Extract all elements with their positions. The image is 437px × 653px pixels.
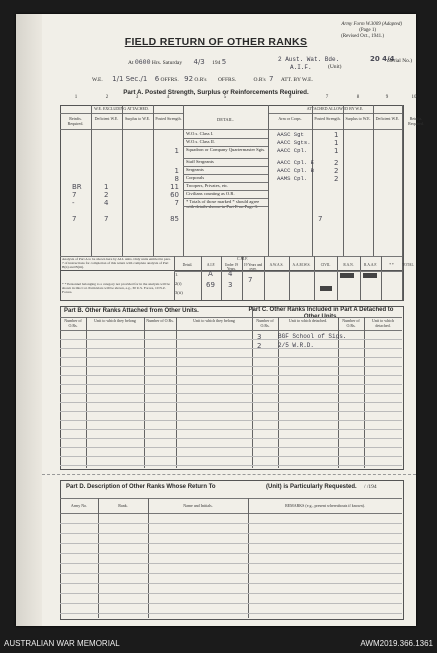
left-column-heading: Deficient W.E. [94,116,119,121]
column-number: 2 [105,95,109,100]
analysis-heading: Detail. [182,263,193,267]
row-rule [60,420,402,421]
ors-value: 92 [184,75,194,83]
form-page [16,14,424,626]
we-line [92,75,412,83]
detail-row-label: Squadron or Company Quartermaster Sgts. [186,147,266,152]
footer-credit: AUSTRALIAN WAR MEMORIAL [4,639,120,648]
rule [60,513,402,514]
detail-row-label: Sergeants [186,167,204,172]
row-rule [60,533,402,534]
date-value: 4/3 [193,58,205,66]
row-rule [183,206,268,207]
column-number: 3 [135,95,139,100]
part-d-divider [248,498,249,618]
unit-name: 2 Aust. Wat. Bde. [278,56,340,63]
over-19-value: 7 [248,276,253,284]
left-column-heading: Surplus to W.E. [124,116,151,121]
at-label: At [128,60,134,66]
form-id: Army Form W.3009 (Adapted) [341,22,402,27]
posted-strength-value: 8 [174,175,179,183]
deficient-value: 4 [104,199,109,207]
part-c-heading: Number of O.Rs. [342,318,360,328]
reinfts-value: 7 [72,191,77,199]
offrs-value: 6 [154,75,160,83]
part-d-heading: Rank. [118,503,128,508]
row-rule [60,411,402,412]
column-divider [268,105,269,256]
detail-row-label: Staff Sergeants [186,159,214,164]
analysis-heading: R.A.A.F. [364,263,377,267]
part-d-title: Part D. Description of Other Ranks Whose Return To [66,484,216,490]
ors-label: O.R's [194,77,207,83]
posted-strength-value: 11 [170,183,179,191]
row-rule [60,593,402,594]
row-rule [60,348,402,349]
row-rule [60,447,402,448]
form-title: FIELD RETURN OF OTHER RANKS [124,36,308,48]
at-line [128,58,226,66]
posted-strength-value: 1 [174,147,179,155]
deficient-value: 1 [104,183,109,191]
posted-strength-value: 60 [170,191,179,199]
column-number: 1 [74,95,78,100]
column-divider [91,105,92,256]
arm-corps-value: AASC Sgt [277,131,304,138]
row-rule [60,366,402,367]
part-b-heading: Unit to which they belong [193,318,235,323]
attached-posted-value: 1 [334,139,339,147]
we-label: W.E. [92,77,103,83]
form-page-number: (Page 1) [359,28,376,33]
analysis-heading: A.A.M.W.S. [292,263,311,267]
row-rule [60,583,402,584]
part-d-date: / /194 [364,484,377,490]
column-divider [402,105,403,256]
reinfts-value: - [72,199,75,207]
analysis-row-label: 3(ii) [175,290,183,295]
part-d-divider [148,498,149,618]
part-d-table [60,480,404,620]
detail-row-label: Civilians counting as O.R. [186,191,235,196]
part-d-divider [98,498,99,618]
row-rule [60,603,402,604]
analysis-heading: * * [389,263,394,267]
right-column-heading: Posted Strength. [314,116,341,121]
obscured-mark [340,273,354,278]
footer-ref: AWM2019.366.1361 [360,639,433,648]
row-rule [60,613,402,614]
column-number: 5 [223,95,227,100]
column-number: 6 [288,95,292,100]
analysis-heading: Under 19 Years. [224,263,239,271]
part-b-heading: Unit to which they belong [94,318,136,323]
deficient-value: 7 [104,215,109,223]
serial-label: Serial No.) [388,58,413,64]
analysis-heading: A.I.F. [206,263,216,267]
rule [60,330,402,331]
arm-corps-value: AACC Cpl. B [277,167,314,174]
rule [60,129,402,130]
column-number: 7 [325,95,329,100]
right-column-heading: Arm or Corps. [278,116,302,121]
part-c-heading: Unit to which detached. [372,318,394,328]
part-d-heading: Army No. [70,503,88,508]
part-d-heading: Name and Initials. [183,503,213,508]
part-c-heading: Unit to which detached. [288,318,328,323]
row-rule [60,357,402,358]
ors2-value: 7 [269,75,274,83]
part-d-heading: REMARKS (e.g., present whereabouts if known). [285,503,365,508]
row-rule [60,553,402,554]
attached-posted-value: 2 [334,175,339,183]
attached-allowed-header: ATTACHED ALLOWED BY W.E. [306,106,364,111]
column-divider [183,105,184,256]
detail-row-label: * Totals of those marked * should agree with details shown in Part E on Page 3. [186,199,260,209]
arm-corps-value: AACC Sgts. [277,139,311,146]
reinfts-value: BR [72,183,82,191]
column-number: 9 [385,95,389,100]
analysis-row-label: 1. [175,272,179,277]
tear-line [42,474,416,475]
att-label: ATT. BY W.E. [280,77,313,83]
part-b-heading: Number of O.Rs. [146,318,174,323]
under-19-value: 3 [228,281,233,289]
cmf-header: C.M.F. [236,256,249,261]
part-c-number: 3 [257,333,262,341]
rule [268,113,402,114]
column-number: 8 [356,95,360,100]
right-column-heading: Deficient W.E. [375,116,400,121]
column-divider [373,105,374,256]
row-rule [60,438,402,439]
we-value: 1/1 Sec./1 [112,75,148,83]
form-revised: (Revised Oct., 1941.) [341,34,384,39]
detail-row-label: W.O.s. Class I. [186,131,214,136]
analysis-heading: CIVIL [320,263,331,267]
left-column-heading: Posted Strength. [155,116,182,121]
part-c-title: Part C. Other Ranks Included in Part A Detached to Other Units. [248,307,394,320]
analysis-heading: 19 Years and over. [243,263,263,271]
analysis-note: Analysis of Part A to be shown here by ALL units. Only units entitled in para. 7 of instructions for completion of this return with complete analysis of Part B(ii) and B(iii). [62,257,171,269]
offrs-label: OFFRS. [160,77,179,83]
posted-strength-value: 85 [170,215,179,223]
we-excluding-header: W.E. EXCLUDING ATTACHED. [94,106,149,111]
column-divider [122,105,123,256]
part-c-unit: 2/5 W.R.D. [278,342,315,349]
column-divider [343,105,344,256]
time-value: 0600 [134,59,151,66]
column-divider [153,105,154,256]
row-rule [60,456,402,457]
row-rule [60,429,402,430]
year-label: 194 [212,60,221,66]
row-rule [60,543,402,544]
hrs-label: Hrs. [151,60,162,66]
ors2-label: O.R's [253,77,266,83]
right-column-heading: Reinfts. Required. [408,116,424,126]
analysis-heading: R.A.N. [343,263,354,267]
posted-strength-value: 7 [174,199,179,207]
row-rule [60,573,402,574]
rule [60,498,402,499]
reinfts-value: 7 [72,215,77,223]
row-rule [60,523,402,524]
analysis-row-label: 2(i) [175,281,182,286]
row-rule [60,563,402,564]
analysis-note-2: * * Personnel belonging to a category not provided for in the analysis will be shown in this Col. Particulars will be shown, e.g., 30 U.S. Forces, 10 N.Z. Forces. [62,282,170,294]
row-rule [60,465,402,466]
detail-row-label: Troopers, Privates, etc. [186,183,229,188]
arm-corps-value: AAMS Cpl. [277,175,308,182]
row-rule [60,375,402,376]
year-digit: 5 [221,58,227,66]
part-b-title: Part B. Other Ranks Attached from Other Units. [64,308,199,314]
analysis-mark: A [208,270,213,278]
detail-row-label: W.O.s. Class II. [186,139,215,144]
column-number: 10 [411,95,417,100]
part-b-heading: Number of O.Rs. [64,318,82,328]
row-rule [60,339,402,340]
detail-row-label: Corporals [186,175,205,180]
offrs2-label: OFFRS. [217,77,237,83]
arm-corps-value: AACC Cpl. E [277,159,314,166]
attached-posted-value: 1 [334,131,339,139]
serial-value: 20 4/4 [370,55,395,63]
row-rule [60,384,402,385]
left-column-heading: Reinfts. Required. [67,116,84,126]
arm-corps-value: AACC Cpl. [277,147,308,154]
aif-value: 69 [206,281,215,289]
day-value: Saturday [162,60,183,66]
row-rule [60,402,402,403]
unit-name-2: A.I.F. [290,64,312,71]
analysis-heading: A.W.A.S. [269,263,284,267]
deficient-value: 2 [104,191,109,199]
column-number: 4 [166,95,170,100]
attached-posted-value: 2 [334,159,339,167]
posted-strength-value: 1 [174,167,179,175]
part-a-title: Part A. Posted Strength, Surplus or Reinforcements Required. [123,89,309,96]
unit-label: (Unit) [328,64,342,70]
part-c-unit: BGF School of Sigs. [278,333,347,340]
attached-posted-value: 7 [318,215,323,223]
attached-posted-value: 2 [334,167,339,175]
obscured-mark [320,286,332,291]
detail-header: DETAIL. [216,117,234,122]
row-rule [60,393,402,394]
part-c-number: 2 [257,342,262,350]
obscured-mark [363,273,377,278]
analysis-heading: TOTAL [402,263,414,267]
right-column-heading: Surplus to W.E. [345,116,371,121]
part-c-heading: Number of O.Rs. [256,318,274,328]
analysis-mark: 4 [228,270,233,278]
column-divider [312,105,313,256]
attached-posted-value: 1 [334,147,339,155]
part-d-unit-requested: (Unit) is Particularly Requested. [266,484,357,490]
